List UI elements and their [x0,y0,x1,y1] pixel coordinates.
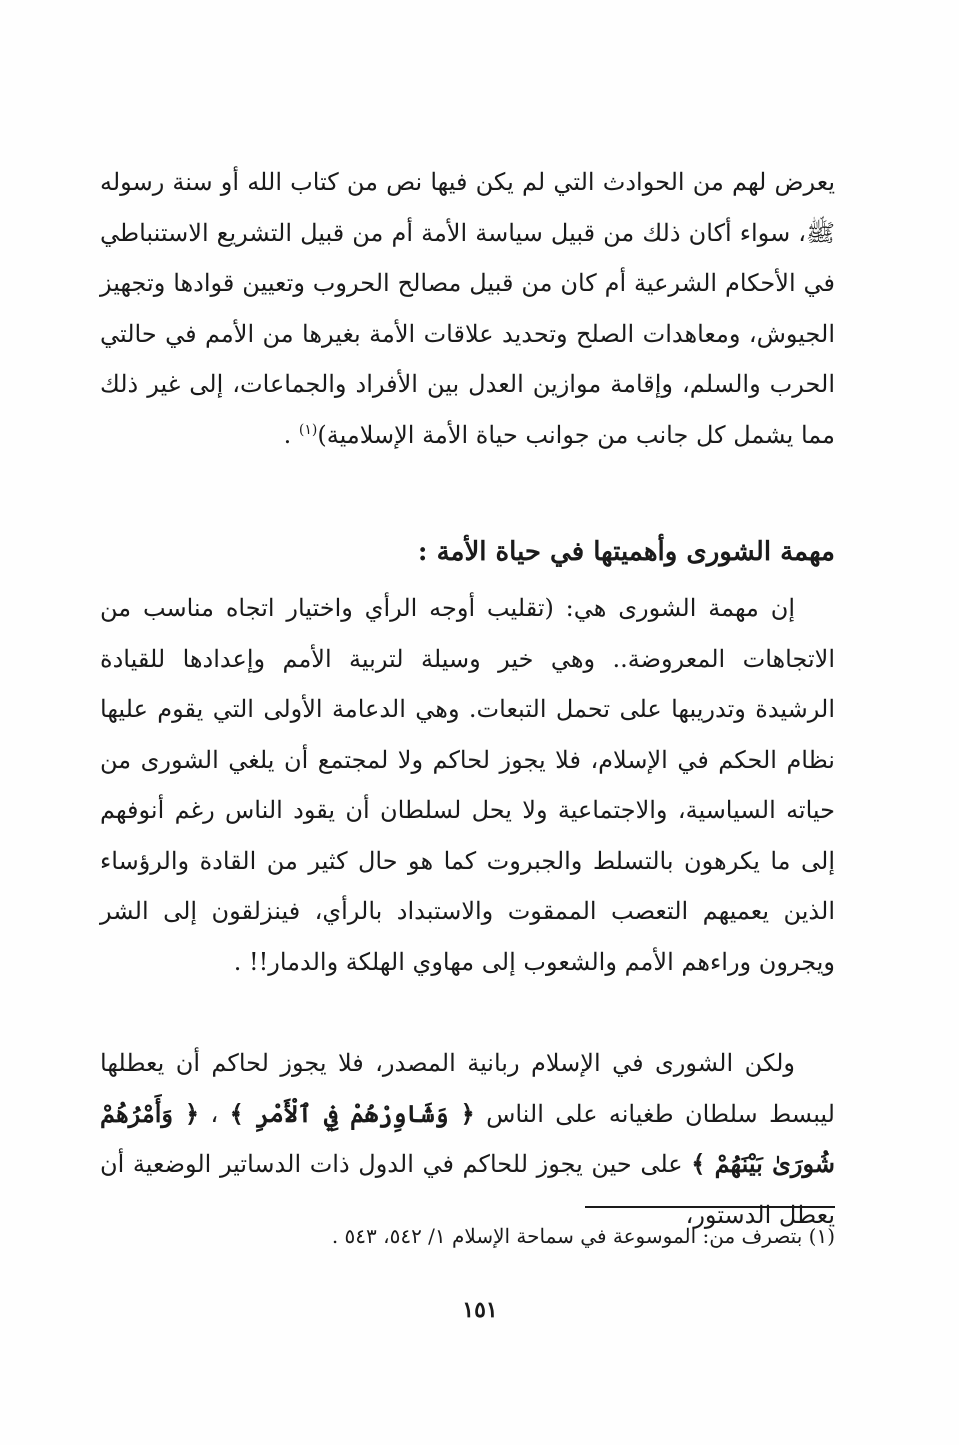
paragraph-1-text: يعرض لهم من الحوادث التي لم يكن فيها نص من كتاب الله أو سنة رسوله ﷺ، سواء أكان ذلك من قبيل سياسة الأمة أم من قبيل التشريع الاستنباطي في الأحكام الشرعية أم كان من قبيل مصالح الحروب وتعيين قوادها وتجهيز الجيوش، ومعاهدات الصلح وتحديد علاقات الأمة بغيرها من الأمم في حالتي الحرب والسلم، وإقامة موازين العدل بين الأفراد والجماعات، إلى غير ذلك مما يشمل كل جانب من جوانب حياة الأمة الإسلامية) [100,168,835,449]
footnote-divider [585,1206,835,1208]
verse-separator: ، [199,1099,230,1128]
footnote-marker: (١) [298,421,318,438]
paragraph-shura-divine-source [100,1038,835,1240]
paragraph-shura-mission: إن مهمة الشورى هي: (تقليب أوجه الرأي واختيار اتجاه مناسب من الاتجاهات المعروضة.. وهي خير وسيلة لتربية الأمم وإعدادها للقيادة الرشيدة وتدريبها على تحمل التبعات. وهي الدعامة الأولى التي يقوم عليها نظام الحكم في الإسلام، فلا يجوز لحاكم ولا لمجتمع أن يلغي الشورى من حياته السياسية، والاجتماعية ولا يحل لسلطان أن يقود الناس رغم أنوفهم إلى ما يكرهون بالتسلط والجبروت كما هو حال كثير من القادة والرؤساء الذين يعميهم التعصب الممقوت والاستبداد بالرأي، فينزلقون إلى الشر ويجرون وراءهم الأمم والشعوب إلى مهاوي الهلكة والدمار!! . [100,594,835,976]
section-heading: مهمة الشورى وأهميتها في حياة الأمة : [417,537,835,567]
footnote: (١) بتصرف من: الموسوعة في سماحة الإسلام ١/ ٥٤٢، ٥٤٣ . [331,1224,835,1248]
paragraph-3-after: على حين يجوز للحاكم في الدول ذات الدساتير الوضعية أن يعطل الدستور، [100,1150,835,1229]
quran-verse-1: ﴿ وَشَاوِرْهُمْ فِي ٱلْأَمْرِ ﴾ [229,1098,475,1128]
paragraph-3-before: ولكن الشورى في الإسلام ربانية المصدر، فلا يجوز لحاكم أن يعطلها ليبسط سلطان طغيانه على الناس [100,1049,835,1128]
quran-verse-2: ﴿ وَأَمْرُهُمْ شُورَىٰ بَيْنَهُمْ ﴾ [100,1098,835,1178]
paragraph-1-end: . [283,420,299,449]
paragraph-continuation [100,157,835,460]
page-number: ١٥١ [462,1297,498,1323]
